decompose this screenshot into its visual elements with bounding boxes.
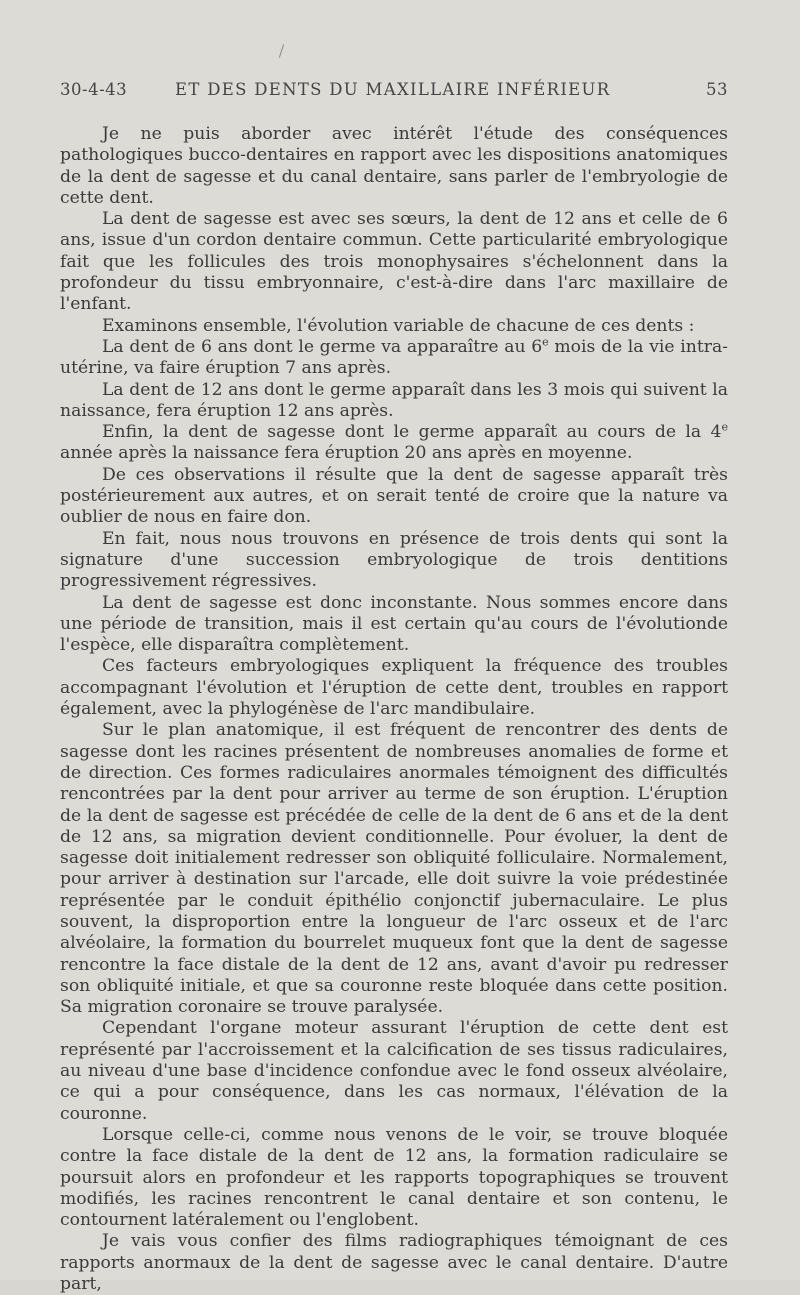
paragraph: Ces facteurs embryologiques expliquent la fréquence des troubles accompagnant l'évolution et l'éruption de cette dent, troubles en rapport également, avec la phylogénèse de l'arc mandibulaire. <box>60 656 728 720</box>
paragraph: En fait, nous nous trouvons en présence de trois dents qui sont la signature d'une succession embryologique de trois dentitions progressivement régressives. <box>60 528 728 592</box>
paragraph: La dent de 12 ans dont le germe apparaît dans les 3 mois qui suivent la naissance, fera éruption 12 ans après. <box>60 379 728 421</box>
paragraph: Je vais vous confier des films radiographiques témoignant de ces rapports anormaux de la dent de sagesse avec le canal dentaire. D'autre part, <box>60 1231 728 1295</box>
body-text <box>60 124 728 1295</box>
paragraph: Enfin, la dent de sagesse dont le germe apparaît au cours de la 4e année après la naissance fera éruption 20 ans après en moyenne. <box>60 420 728 464</box>
paragraph: Examinons ensemble, l'évolution variable de chacune de ces dents : <box>102 315 695 336</box>
header-date: 30-4-43 <box>60 80 128 99</box>
paragraph: Lorsque celle-ci, comme nous venons de le voir, se trouve bloquée contre la face distale de la dent de 12 ans, la formation radiculaire se poursuit alors en profondeur et les rapports topographiques se trouvent modifiés, les racines rencontrent le canal dentaire et son contenu, le contournent latéralement ou l'englobent. <box>60 1124 728 1231</box>
paragraph: Je ne puis aborder avec intérêt l'étude des conséquences pathologiques bucco-dentaires en rapport avec les dispositions anatomiques de la dent de sagesse et du canal dentaire, sans parler de l'embryologie de cette dent. <box>60 124 728 208</box>
paragraph: La dent de sagesse est donc inconstante. Nous sommes encore dans une période de transition, mais il est certain qu'au cours de l'évolutionde l'espèce, elle disparaîtra complètement. <box>60 592 728 656</box>
paragraph: De ces observations il résulte que la dent de sagesse apparaît très postérieurement aux autres, et on serait tenté de croire que la nature va oublier de nous en faire don. <box>60 464 728 528</box>
page-mark <box>279 44 284 58</box>
paragraph: Sur le plan anatomique, il est fréquent de rencontrer des dents de sagesse dont les racines présentent de nombreuses anomalies de forme et de direction. Ces formes radiculaires anormales témoignent des difficultés rencontrées par la dent pour arriver au terme de son éruption. L'éruption de la dent de sagesse est précédée de celle de la dent de 6 ans et de la dent de 12 ans, sa migration devient conditionnelle. Pour évoluer, la dent de sagesse doit initialement redresser son obliquité folliculaire. Normalement, pour arriver à destination sur l'arcade, elle doit suivre la voie prédestinée représentée par le conduit épithélio conjonctif jubernaculaire. Le plus souvent, la disproportion entre la longueur de l'arc osseux et de l'arc alvéolaire, la formation du bourrelet muqueux font que la dent de sagesse rencontre la face distale de la dent de 12 ans, avant d'avoir pu redresser son obliquité initiale, et que sa couronne reste bloquée dans cette position. Sa migration coronaire se trouve paralysée. <box>60 720 728 1018</box>
paragraph: Cependant l'organe moteur assurant l'éruption de cette dent est représenté par l'accroissement et la calcification de ses tissus radiculaires, au niveau d'une base d'incidence confondue avec le fond osseux alvéolaire, ce qui a pour conséquence, dans les cas normaux, l'élévation de la couronne. <box>60 1018 728 1124</box>
paragraph: La dent de 6 ans dont le germe va apparaître au 6e mois de la vie intra-utérine, va faire éruption 7 ans après. <box>60 335 728 379</box>
paragraph: La dent de sagesse est avec ses sœurs, la dent de 12 ans et celle de 6 ans, issue d'un cordon dentaire commun. Cette particularité embryologique fait que les follicules des trois monophysaires s'échelonnent dans la profondeur du tissu embryonnaire, c'est-à-dire dans l'arc maxillaire de l'enfant. <box>60 209 728 315</box>
page-number: 53 <box>706 80 728 99</box>
header-title: ET DES DENTS DU MAXILLAIRE INFÉRIEUR <box>175 80 611 99</box>
running-header <box>60 80 728 102</box>
